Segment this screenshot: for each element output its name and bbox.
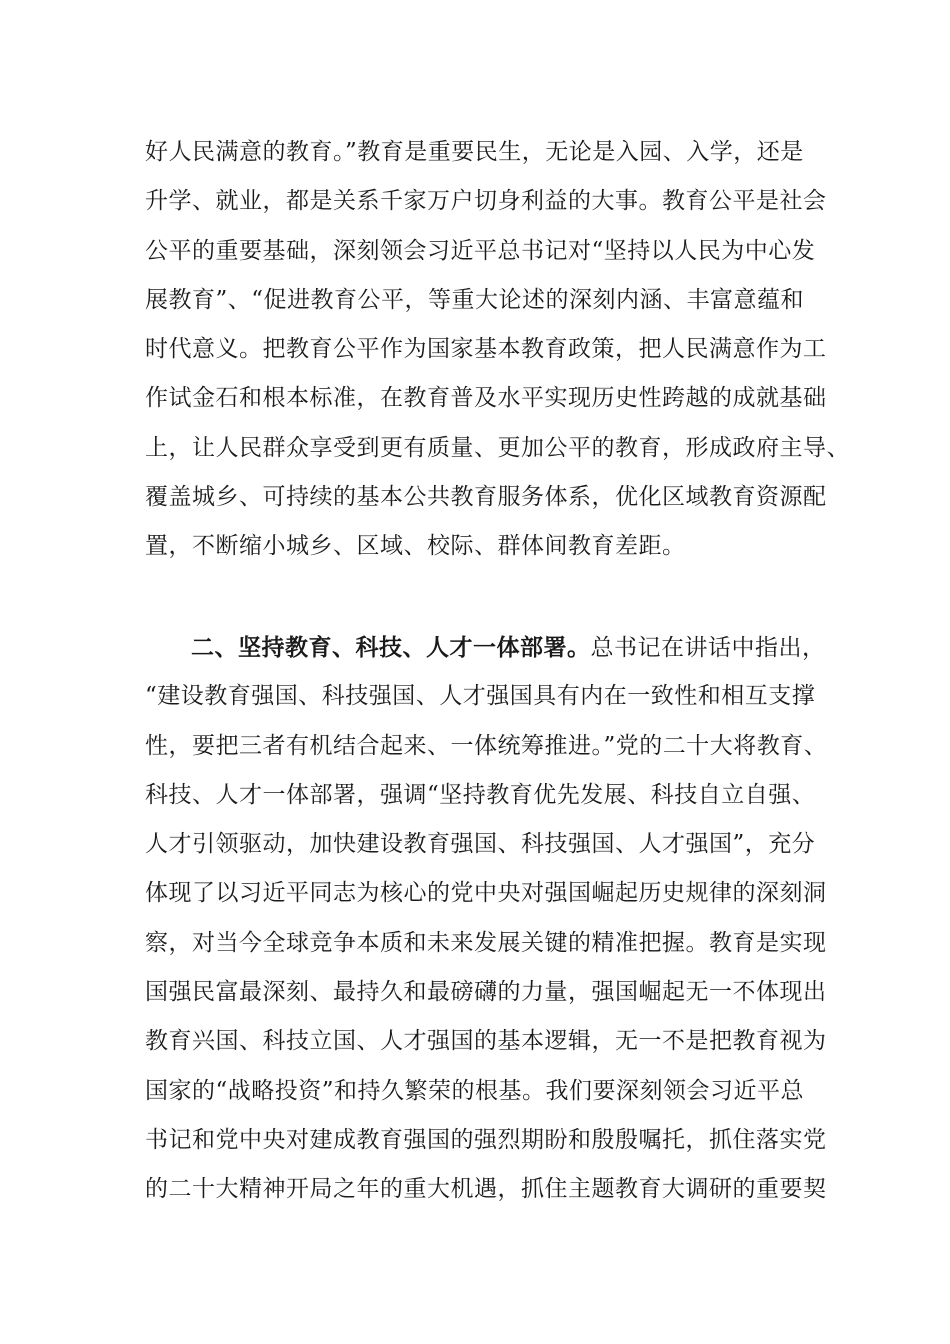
text-line: 展教育”、“促进教育公平，等重大论述的深刻内涵、丰富意蕴和	[145, 286, 805, 313]
first-line-text: 总书记在讲话中指出，	[590, 635, 826, 661]
text-line: 作试金石和根本标准，在教育普及水平实现历史性跨越的成就基础	[145, 385, 827, 412]
text-line: 覆盖城乡、可持续的基本公共教育服务体系，优化区域教育资源配	[145, 484, 827, 511]
text-line: “建设教育强国、科技强国、人才强国具有内在一致性和相互支撑	[145, 683, 816, 710]
text-line: 性，要把三者有机结合起来、一体统筹推进。”党的二十大将教育、	[145, 732, 828, 759]
text-line: 的二十大精神开局之年的重大机遇，抓住主题教育大调研的重要契	[145, 1176, 827, 1203]
paragraph-integrated-deployment	[145, 623, 835, 1215]
text-line: 教育兴国、科技立国、人才强国的基本逻辑，无一不是把教育视为	[145, 1028, 827, 1055]
text-line: 书记和党中央对建成教育强国的强烈期盼和殷殷嘱托，抓住落实党	[145, 1126, 827, 1153]
text-line: 国家的“战略投资”和持久繁荣的根基。我们要深刻领会习近平总	[145, 1077, 805, 1104]
text-line: 置，不断缩小城乡、区域、校际、群体间教育差距。	[145, 533, 686, 560]
text-line: 公平的重要基础，深刻领会习近平总书记对“坚持以人民为中心发	[145, 237, 816, 264]
text-line: 上，让人民群众享受到更有质量、更加公平的教育，形成政府主导、	[145, 434, 850, 461]
first-line	[145, 623, 835, 672]
text-line: 国强民富最深刻、最持久和最磅礴的力量，强国崛起无一不体现出	[145, 979, 827, 1006]
text-line: 科技、人才一体部署，强调“坚持教育优先发展、科技自立自强、	[145, 781, 816, 808]
paragraph-education-equity	[145, 128, 850, 572]
section-heading: 二、坚持教育、科技、人才一体部署。	[191, 634, 591, 661]
text-line: 好人民满意的教育。”教育是重要民生，无论是入园、入学，还是	[145, 139, 804, 165]
text-line: 升学、就业，都是关系千家万户切身利益的大事。教育公平是社会	[145, 188, 827, 215]
text-line: 时代意义。把教育公平作为国家基本教育政策，把人民满意作为工	[145, 336, 827, 363]
text-line: 察，对当今全球竞争本质和未来发展关键的精准把握。教育是实现	[145, 929, 827, 956]
text-line: 人才引领驱动，加快建设教育强国、科技强国、人才强国”，充分	[145, 831, 816, 858]
text-line: 体现了以习近平同志为核心的党中央对强国崛起历史规律的深刻洞	[145, 880, 827, 907]
